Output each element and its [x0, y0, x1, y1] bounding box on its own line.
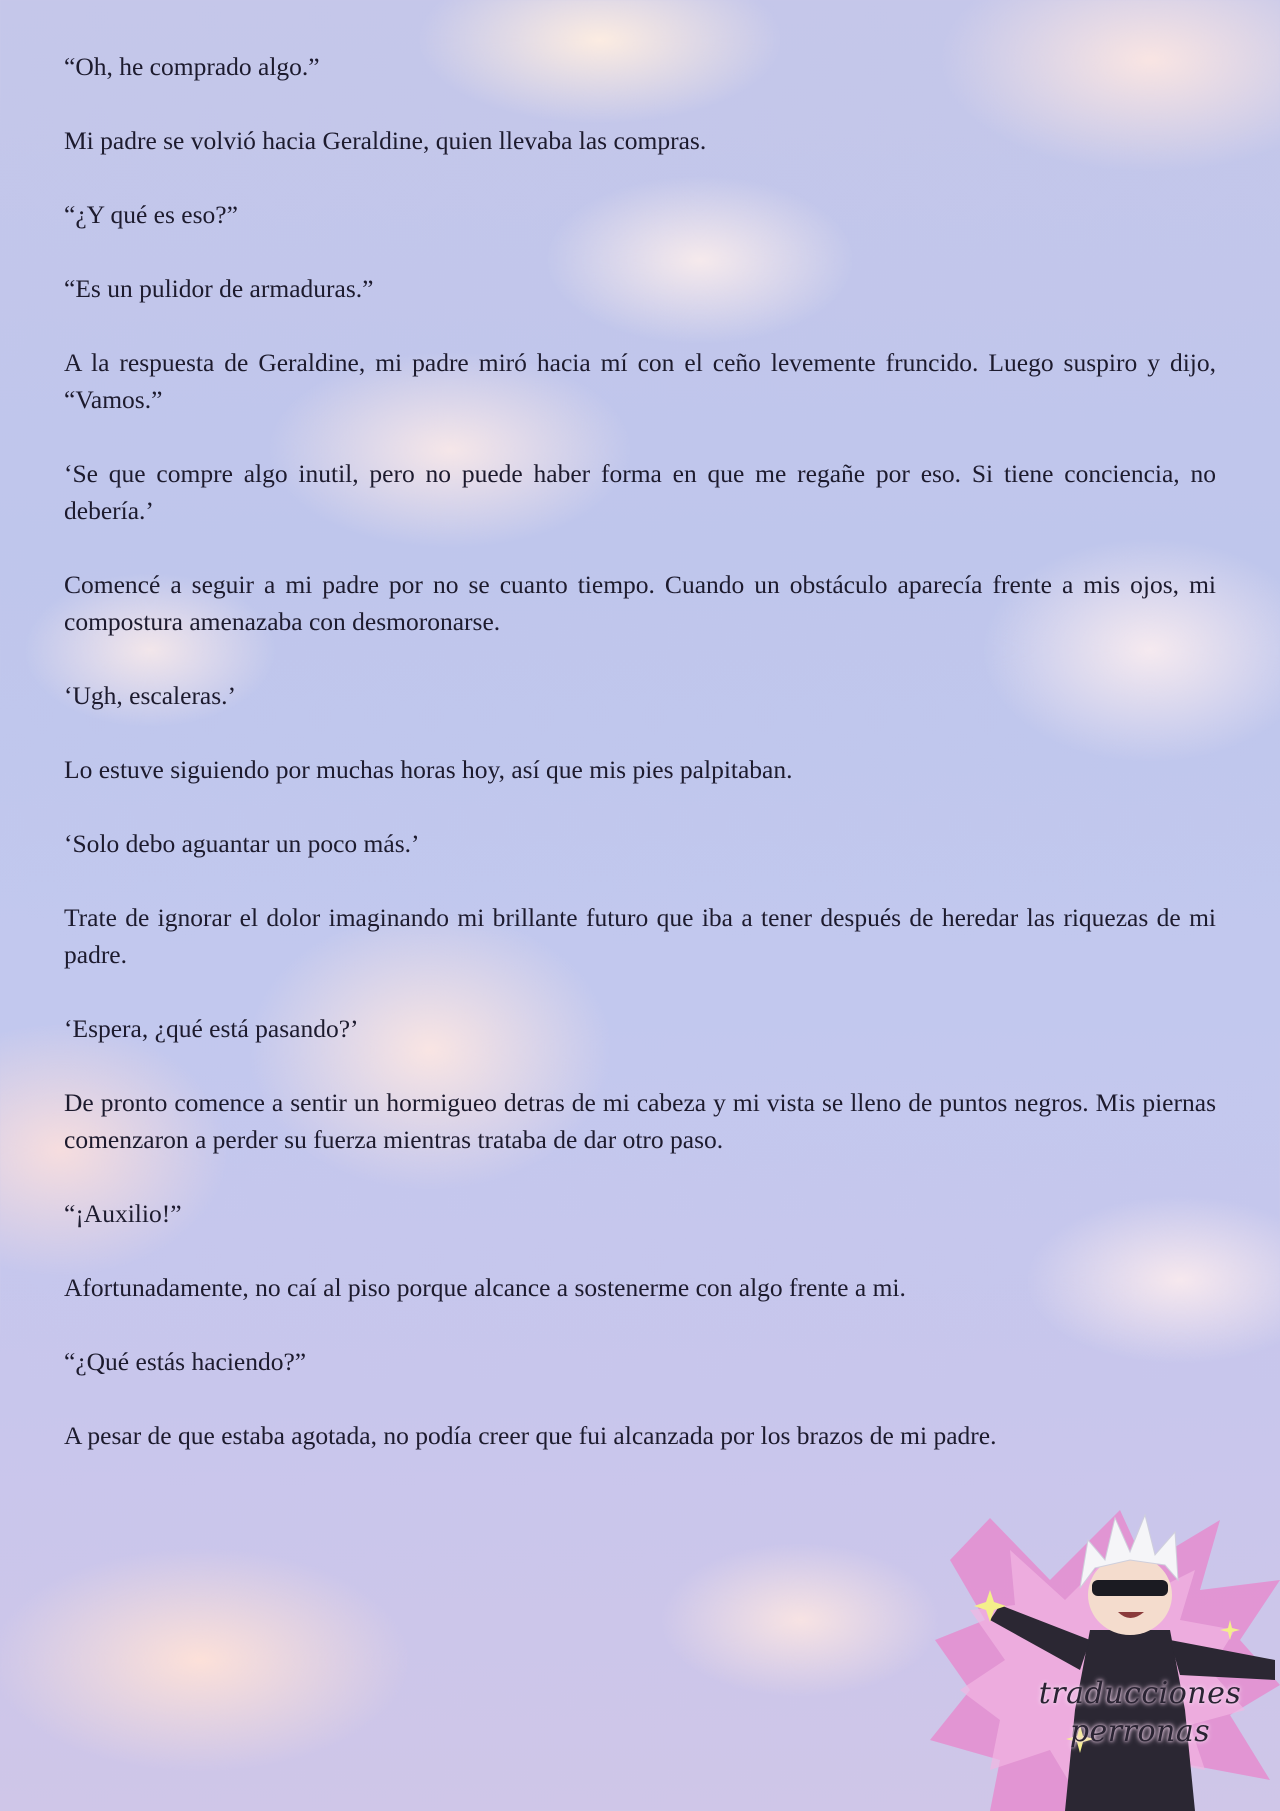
paragraph: ‘Espera, ¿qué está pasando?’ [64, 1014, 359, 1043]
paragraph: Trate de ignorar el dolor imaginando mi brillante futuro que iba a tener después de heredar las riquezas de mi padre. [64, 903, 1216, 969]
paragraph: ‘Ugh, escaleras.’ [64, 681, 237, 710]
chibi-character-logo-icon [930, 1510, 1280, 1811]
paragraph: A pesar de que estaba agotada, no podía creer que fui alcanzada por los brazos de mi padre. [64, 1421, 997, 1450]
watermark-logo [930, 1510, 1280, 1811]
watermark-line1: traducciones [1038, 1676, 1242, 1711]
paragraph: Afortunadamente, no caí al piso porque alcance a sostenerme con algo frente a mi. [64, 1273, 906, 1302]
paragraph: “Oh, he comprado algo.” [64, 52, 320, 81]
paragraph: ‘Se que compre algo inutil, pero no puede haber forma en que me regañe por eso. Si tiene conciencia, no debería.’ [64, 459, 1216, 525]
paragraph: Mi padre se volvió hacia Geraldine, quien llevaba las compras. [64, 126, 707, 155]
paragraph: De pronto comence a sentir un hormigueo detras de mi cabeza y mi vista se lleno de puntos negros. Mis piernas comenzaron a perder su fuerza mientras trataba de dar otro paso. [64, 1088, 1216, 1154]
paragraph: A la respuesta de Geraldine, mi padre miró hacia mí con el ceño levemente fruncido. Luego suspiro y dijo, “Vamos.” [64, 348, 1216, 414]
paragraph: Comencé a seguir a mi padre por no se cuanto tiempo. Cuando un obstáculo aparecía frente a mis ojos, mi compostura amenazaba con desmoronarse. [64, 570, 1216, 636]
story-text [64, 48, 1216, 1491]
paragraph: “¿Qué estás haciendo?” [64, 1347, 307, 1376]
paragraph: “Es un pulidor de armaduras.” [64, 274, 374, 303]
watermark-line2: perronas [1069, 1714, 1211, 1749]
paragraph: “¿Y qué es eso?” [64, 200, 238, 229]
paragraph: “¡Auxilio!” [64, 1199, 182, 1228]
paragraph: ‘Solo debo aguantar un poco más.’ [64, 829, 420, 858]
paragraph: Lo estuve siguiendo por muchas horas hoy, así que mis pies palpitaban. [64, 755, 793, 784]
